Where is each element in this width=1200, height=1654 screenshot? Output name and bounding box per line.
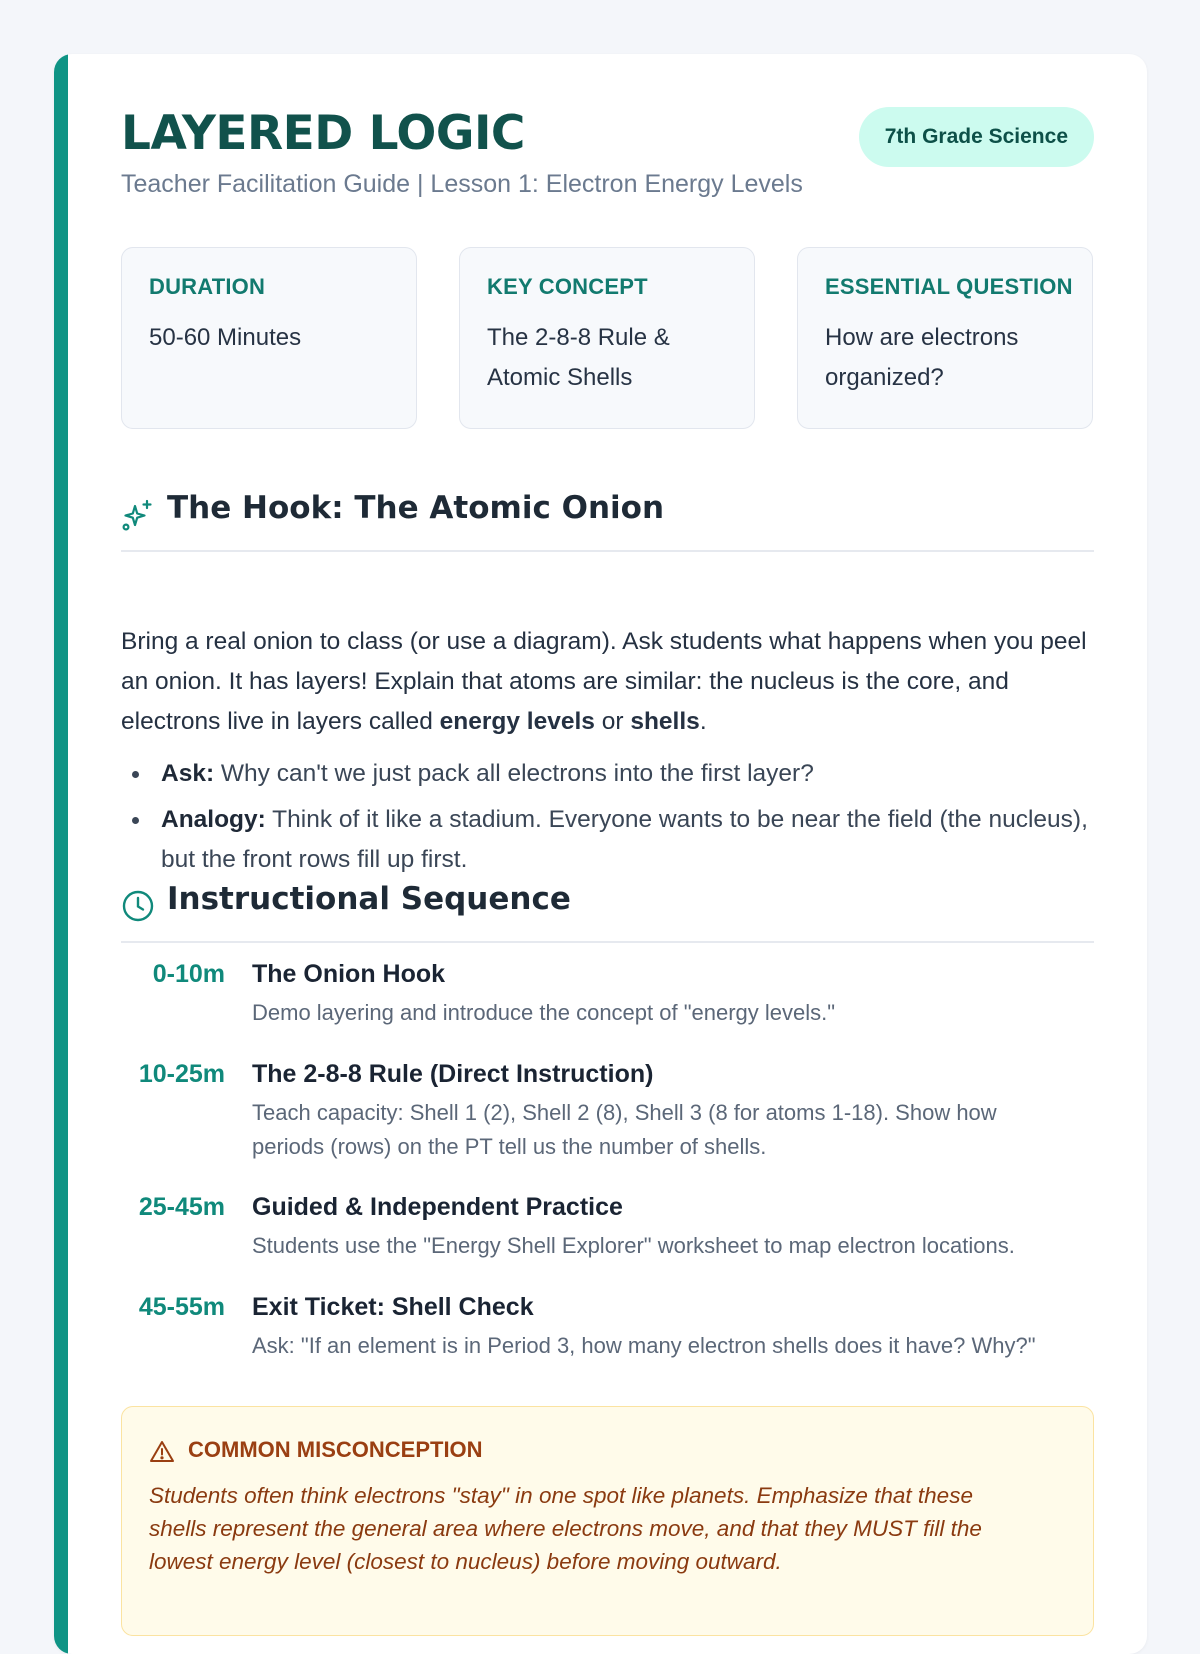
sequence-title: Guided & Independent Practice [252, 1193, 623, 1221]
info-cards [121, 247, 1094, 429]
info-card-essential-question [797, 247, 1093, 429]
info-card-label: DURATION [149, 274, 266, 299]
hook-heading: The Hook: The Atomic Onion [167, 490, 665, 526]
hook-emphasis: energy levels [439, 708, 595, 735]
accent-bar [54, 54, 68, 1654]
info-card-value: The 2-8-8 Rule & Atomic Shells [487, 324, 670, 391]
misconception-text: Students often think electrons "stay" in one spot like planets. Emphasize that these shells represent the general area where electrons move, and that they MUST fill the lowest energy level (closest to nucleus) before moving outward. [149, 1483, 982, 1574]
misconception-label: COMMON MISCONCEPTION [188, 1437, 483, 1462]
hook-text: Bring a real onion to class (or use a diagram). Ask students what happens when you peel an onion. It has layers! Explain that atoms are similar: the nucleus is the core, and electrons live in layers called [121, 628, 1087, 735]
warning-icon [149, 1439, 175, 1465]
hook-paragraph [121, 622, 1094, 742]
sequence-section-header [121, 883, 1094, 943]
sequence-description: Students use the "Energy Shell Explorer" worksheet to map electron locations. [252, 1233, 1015, 1258]
info-card-label: ESSENTIAL QUESTION [825, 274, 1073, 299]
hook-text: or [594, 708, 631, 735]
sequence-title: Exit Ticket: Shell Check [252, 1293, 534, 1321]
page-header [121, 54, 1094, 244]
info-card-duration [121, 247, 417, 429]
sequence-time: 25-45m [138, 1193, 225, 1221]
sequence-time: 10-25m [138, 1060, 225, 1088]
bullet-label: Analogy: [161, 806, 266, 833]
hook-emphasis: shells [630, 708, 700, 735]
info-card-label: KEY CONCEPT [487, 274, 648, 299]
bullet-text: Why can't we just pack all electrons into the first layer? [214, 760, 814, 787]
sparkle-icon [121, 498, 155, 532]
hook-bullets [121, 754, 1094, 886]
sequence-time: 0-10m [152, 960, 225, 988]
info-card-value: How are electrons organized? [825, 324, 1019, 391]
lesson-card [54, 54, 1147, 1654]
sequence-heading: Instructional Sequence [167, 881, 571, 917]
hook-text: . [699, 708, 707, 735]
bullet-text: Think of it like a stadium. Everyone wants to be near the field (the nucleus), but the front rows fill up first. [161, 806, 1088, 873]
clock-icon [121, 889, 155, 923]
list-item [121, 754, 1094, 794]
sequence-time: 45-55m [138, 1293, 225, 1321]
sequence-description: Teach capacity: Shell 1 (2), Shell 2 (8), Shell 3 (8 for atoms 1-18). Show how periods (rows) on the PT tell us the number of shells. [252, 1100, 997, 1159]
misconception-callout [121, 1406, 1094, 1636]
sequence-description: Ask: "If an element is in Period 3, how many electron shells does it have? Why?" [252, 1333, 1036, 1358]
info-card-key-concept [459, 247, 755, 429]
sequence-description: Demo layering and introduce the concept of "energy levels." [252, 1000, 836, 1025]
sequence-title: The Onion Hook [252, 960, 446, 988]
grade-badge: 7th Grade Science [859, 107, 1094, 167]
page-subtitle: Teacher Facilitation Guide | Lesson 1: Electron Energy Levels [121, 170, 803, 198]
page-title: LAYERED LOGIC [121, 106, 525, 161]
bullet-label: Ask: [161, 760, 215, 787]
list-item [121, 800, 1094, 880]
info-card-value: 50-60 Minutes [149, 324, 302, 351]
hook-section-header [121, 492, 1094, 552]
card-content [121, 54, 1094, 1574]
sequence-title: The 2-8-8 Rule (Direct Instruction) [252, 1060, 654, 1088]
